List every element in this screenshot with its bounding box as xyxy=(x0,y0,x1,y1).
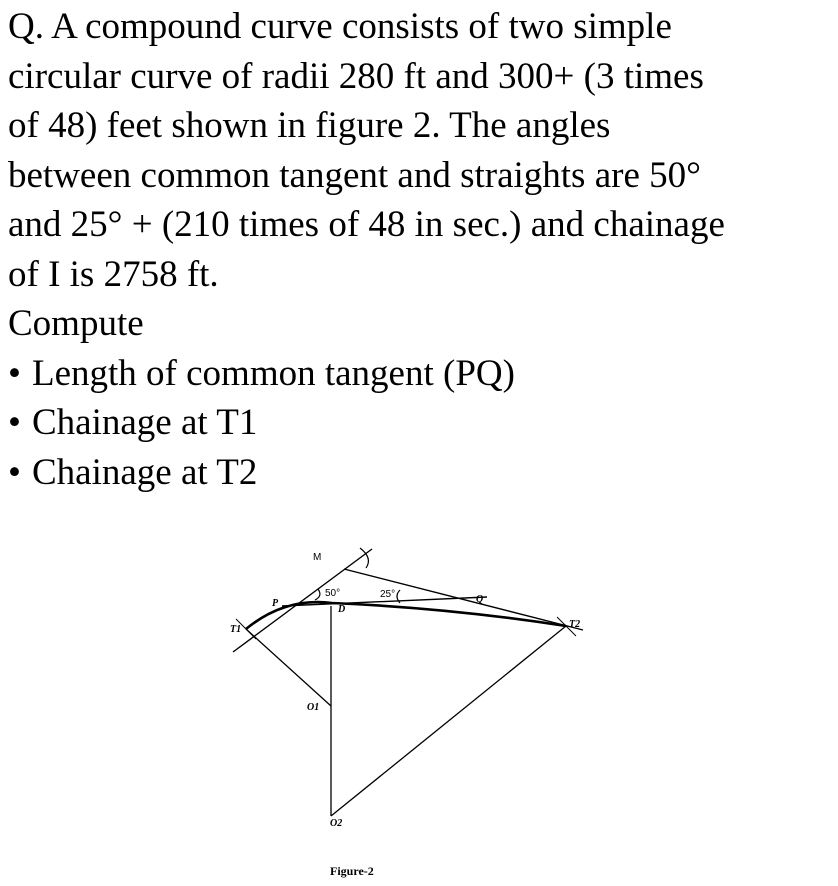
label-d: D xyxy=(338,604,346,615)
question-line: of I is 2758 ft. xyxy=(8,253,219,295)
question-text xyxy=(8,2,836,497)
bullet-item xyxy=(8,448,836,498)
angle-label-25: 25° xyxy=(380,589,396,600)
question-line: Q. A compound curve consists of two simple xyxy=(8,6,672,47)
question-line: circular curve of radii 280 ft and 300+ (3 times xyxy=(8,55,704,97)
question-line: between common tangent and straights are 50° xyxy=(8,154,701,196)
figure-caption: Figure-2 xyxy=(330,864,374,878)
bullet-item xyxy=(8,349,836,399)
bullet-item xyxy=(8,398,836,448)
label-q: Q xyxy=(476,594,484,605)
angle-arc-apex xyxy=(360,548,368,568)
bullet-dot: • xyxy=(8,352,21,394)
question-line: and 25° + (210 times of 48 in sec.) and chainage xyxy=(8,204,725,245)
bullet-dot: • xyxy=(8,402,21,443)
label-o2: O2 xyxy=(330,818,343,829)
radius-line-t2-o2 xyxy=(331,626,566,816)
label-t2: T2 xyxy=(569,619,581,630)
compute-label: Compute xyxy=(8,303,144,344)
bullet-text: Length of common tangent (PQ) xyxy=(32,352,515,394)
question-line: of 48) feet shown in figure 2. The angles xyxy=(8,105,611,146)
bullet-text: Chainage at T1 xyxy=(32,402,258,443)
label-m: M xyxy=(313,552,322,563)
bullet-text: Chainage at T2 xyxy=(32,451,258,493)
radius-line-t1-o1 xyxy=(246,629,331,706)
angle-label-50: 50° xyxy=(325,588,341,599)
compound-curve-figure xyxy=(0,530,838,860)
label-t1: T1 xyxy=(230,624,242,635)
label-p: P xyxy=(272,598,279,609)
label-o1: O1 xyxy=(307,702,320,713)
bullet-dot: • xyxy=(8,451,21,493)
